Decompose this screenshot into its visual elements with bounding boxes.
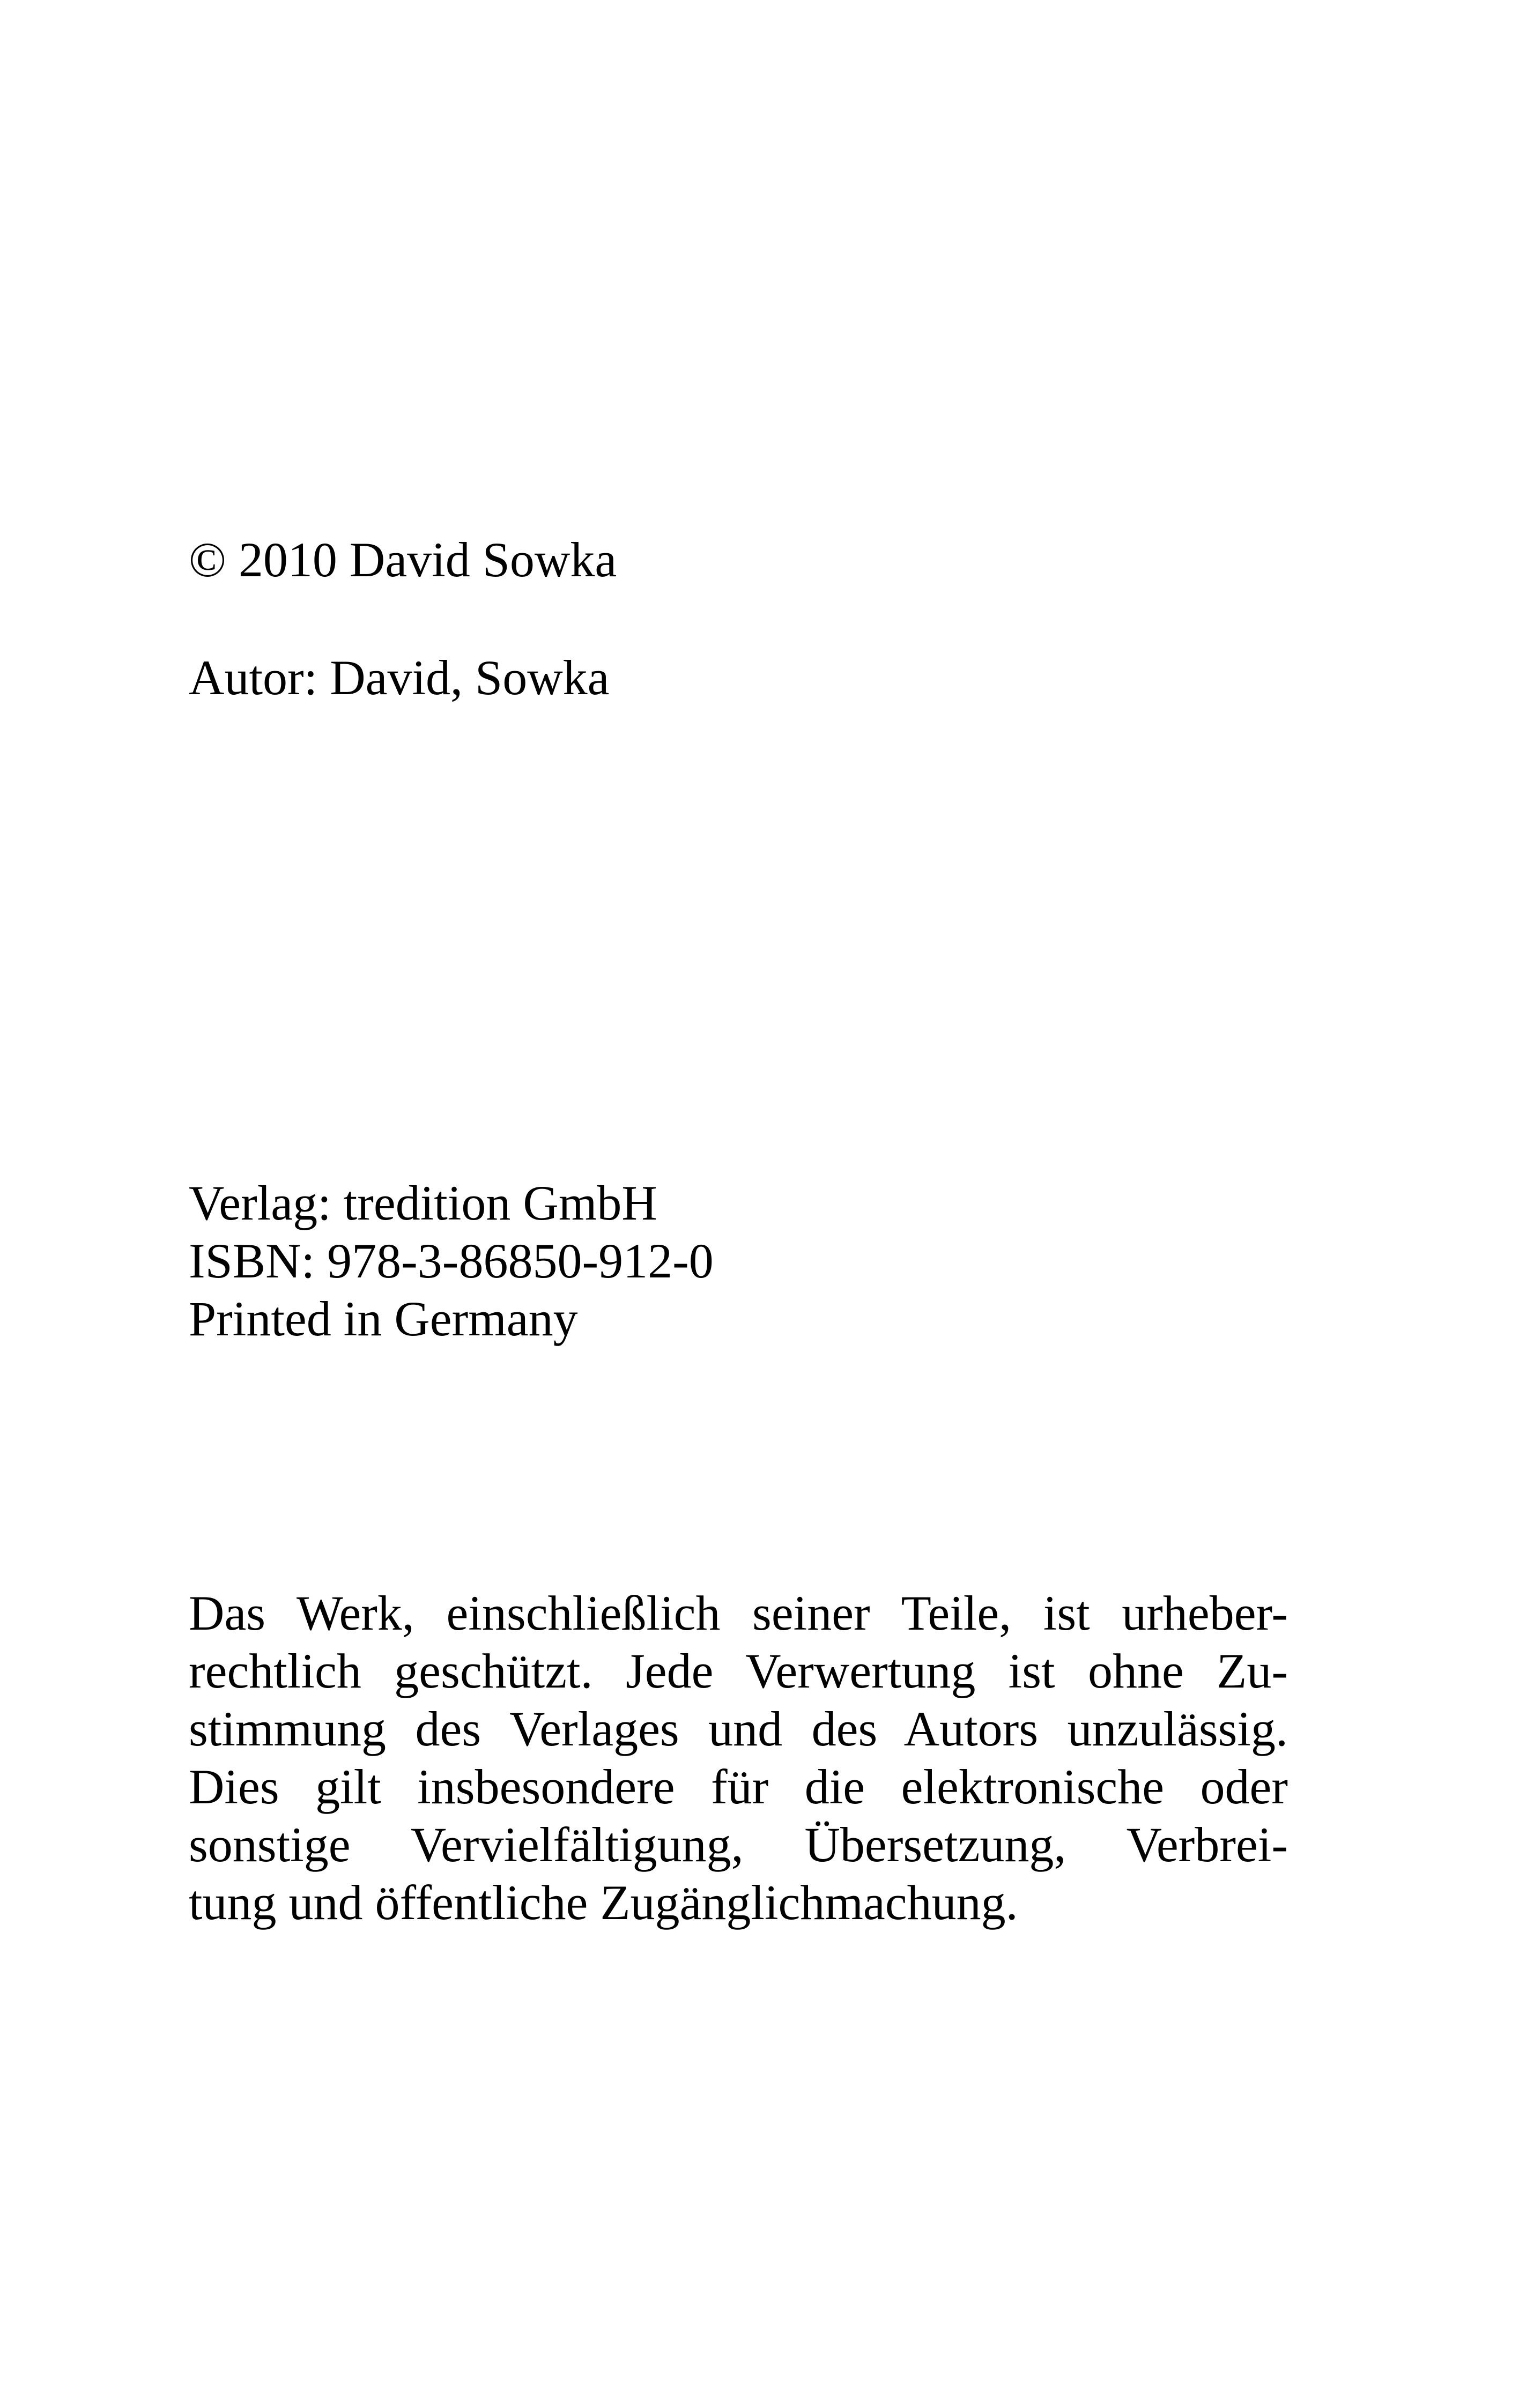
author-text: Autor: David, Sowka [189,650,610,705]
rights-line: sonstige Vervielfältigung, Übersetzung, Verbrei- [189,1817,1288,1872]
copyright-notice [189,531,1288,589]
rights-line: rechtlich geschützt. Jede Verwertung ist ohne Zu- [189,1644,1288,1698]
rights-line: Dies gilt insbesondere für die elektronische oder [189,1759,1288,1814]
rights-notice [189,1584,1288,1931]
author-credit [189,649,1288,707]
rights-line: Das Werk, einschließlich seiner Teile, ist urheber- [189,1586,1288,1640]
rights-line: stimmung des Verlages und des Autors unzulässig. [189,1701,1288,1756]
rights-line: tung und öffentliche Zugänglichmachung. [189,1875,1018,1930]
publisher-info [189,1174,1288,1348]
copyright-text: © 2010 David Sowka [189,532,617,587]
printed-in-line: Printed in Germany [189,1291,578,1346]
isbn-line: ISBN: 978-3-86850-912-0 [189,1233,714,1288]
publisher-line: Verlag: tredition GmbH [189,1176,657,1230]
